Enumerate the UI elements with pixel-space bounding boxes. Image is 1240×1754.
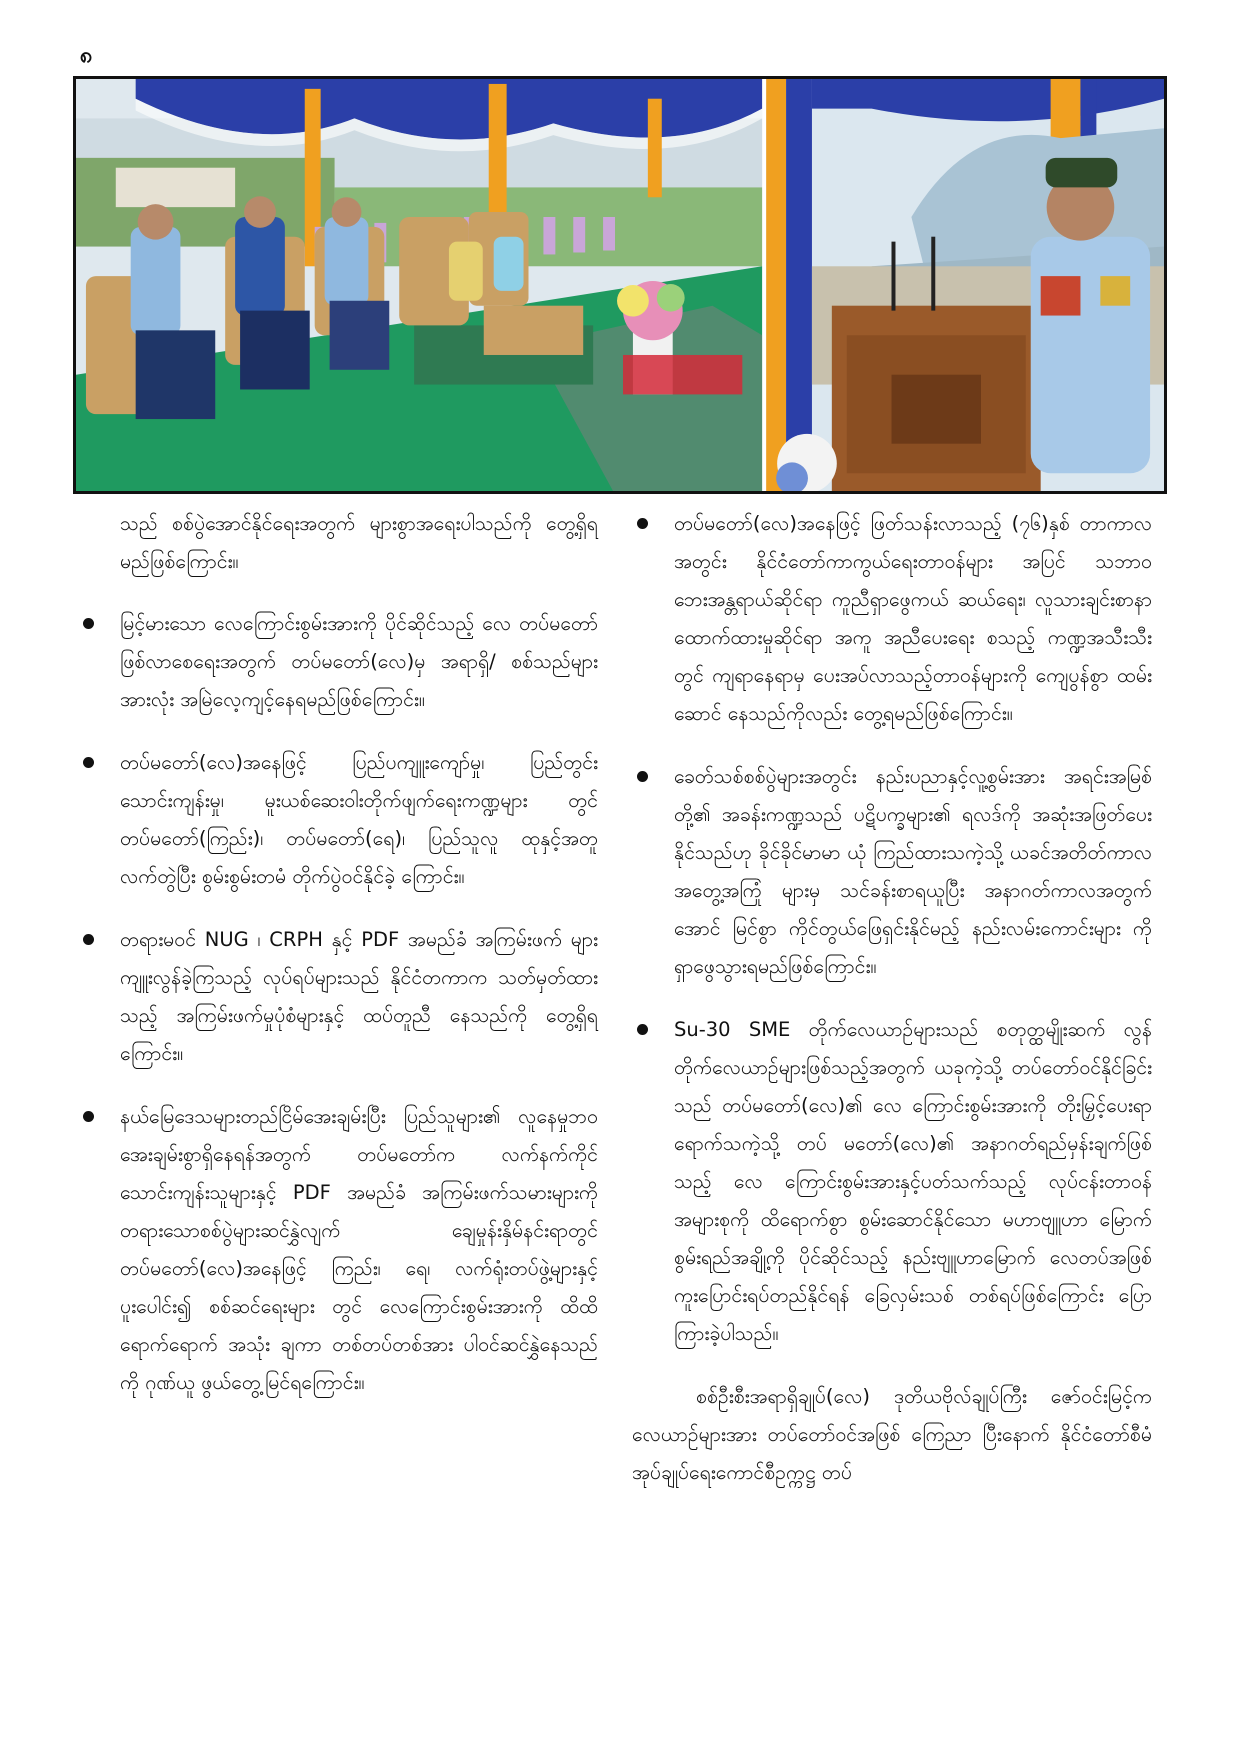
bullet-text: ခေတ်သစ်စစ်ပွဲများအတွင်း နည်းပညာနှင့်လူ့စွမ်းအား အရင်းအမြစ်တို့၏ အခန်းကဏ္ဍသည် ပဋိပက္ခများ၏ ရလဒ်ကို အဆုံးအဖြတ်ပေးနိုင်သည်ဟု ခိုင်ခိုင်မာမာ ယုံ ကြည်ထားသကဲ့သို့ ယခင်အတိတ်ကာလ အတွေ့အကြုံ များမှ သင်ခန်းစာရယူပြီး အနာဂတ်ကာလအတွက် အောင် မြင်စွာ ကိုင်တွယ်ဖြေရှင်းနိုင်မည့် နည်းလမ်းကောင်းများ ကို ရှာဖွေသွားရမည်ဖြစ်ကြောင်း။ <box>674 765 1152 978</box>
bullet-text: Su-30 SME တိုက်လေယာဉ်များသည် စတုတ္ထမျိုးဆက် လွန် တိုက်လေယာဉ်များဖြစ်သည့်အတွက် ယခုကဲ့သို့ တပ်တော်ဝင်နိုင်ခြင်းသည် တပ်မတော်(လေ)၏ လေ ကြောင်းစွမ်းအားကို တိုးမြှင့်ပေးရာ ရောက်သကဲ့သို့ တပ် မတော်(လေ)၏ အနာဂတ်ရည်မှန်းချက်ဖြစ်သည့် လေ ကြောင်းစွမ်းအားနှင့်ပတ်သက်သည့် လုပ်ငန်းတာဝန် အများစုကို ထိရောက်စွာ စွမ်းဆောင်နိုင်သော မဟာဗျူဟာ မြောက် စွမ်းရည်အချို့ကို ပိုင်ဆိုင်သည့် နည်းဗျူဟာမြောက် လေတပ်အဖြစ် ကူးပြောင်းရပ်တည်နိုင်ရန် ခြေလှမ်းသစ် တစ်ရပ်ဖြစ်ကြောင်း ပြောကြားခဲ့ပါသည်။ <box>674 1018 1152 1345</box>
bullet-text: မြင့်မားသော လေကြောင်းစွမ်းအားကို ပိုင်ဆိုင်သည့် လေ တပ်မတော် ဖြစ်လာစေရေးအတွက် တပ်မတော်(လေ)မှ အရာရှိ/ စစ်သည်များအားလုံး အမြဲလေ့ကျင့်နေရမည်ဖြစ်ကြောင်း။ <box>120 612 598 711</box>
right-column <box>632 505 1152 1492</box>
bullet-item <box>78 921 598 1073</box>
page-number: ၈ <box>80 43 93 68</box>
bullet-dot-icon <box>83 1111 94 1122</box>
bullet-item <box>632 1011 1152 1353</box>
bullet-item <box>632 505 1152 733</box>
bullet-text: နယ်မြေဒေသများတည်ငြိမ်အေးချမ်းပြီး ပြည်သူများ၏ လူနေမှုဘဝ အေးချမ်းစွာရှိနေရန်အတွက် တပ်မတော်က လက်နက်ကိုင်သောင်းကျန်းသူများနှင့် PDF အမည်ခံ အကြမ်းဖက်သမားများကို တရားသောစစ်ပွဲများဆင်နွှဲလျက် ချေမှုန်းနှိမ်နင်းရာတွင် တပ်မတော်(လေ)အနေဖြင့် ကြည်း၊ ရေ၊ လက်ရုံးတပ်ဖွဲ့များနှင့် ပူးပေါင်း၍ စစ်ဆင်ရေးများ တွင် လေကြောင်းစွမ်းအားကို ထိထိရောက်ရောက် အသုံး ချကာ တစ်တပ်တစ်အား ပါဝင်ဆင်နွှဲနေသည်ကို ဂုဏ်ယူ ဖွယ်တွေ့မြင်ရကြောင်း။ <box>120 1105 598 1394</box>
left-column <box>78 505 598 1427</box>
bullet-item <box>632 758 1152 986</box>
bullet-dot-icon <box>83 934 94 945</box>
bullet-item <box>78 1098 598 1402</box>
bullet-dot-icon <box>637 1024 648 1035</box>
bullet-item <box>78 605 598 719</box>
bullet-text: တပ်မတော်(လေ)အနေဖြင့် ဖြတ်သန်းလာသည့် (၇၆)နှစ် တာကာလအတွင်း နိုင်ငံတော်ကာကွယ်ရေးတာဝန်များ အပြင် သဘာဝဘေးအန္တရာယ်ဆိုင်ရာ ကူညီရှာဖွေကယ် ဆယ်ရေး၊ လူသားချင်းစာနာထောက်ထားမှုဆိုင်ရာ အကူ အညီပေးရေး စသည့် ကဏ္ဍအသီးသီးတွင် ကျရာနေရာမှ ပေးအပ်လာသည့်တာဝန်များကို ကျေပွန်စွာ ထမ်းဆောင် နေသည်ကိုလည်း တွေ့ရမည်ဖြစ်ကြောင်း။ <box>674 512 1152 725</box>
bullet-dot-icon <box>637 771 648 782</box>
photo-collage <box>73 76 1167 494</box>
continuation-paragraph: သည် စစ်ပွဲအောင်နိုင်ရေးအတွက် များစွာအရေးပါသည်ကို တွေ့ရှိရမည်ဖြစ်ကြောင်း။ <box>120 512 598 573</box>
bullet-item <box>78 744 598 896</box>
bullet-dot-icon <box>83 757 94 768</box>
bullet-text: တရားမဝင် NUG ၊ CRPH နှင့် PDF အမည်ခံ အကြမ်းဖက် များ ကျူးလွန်ခဲ့ကြသည့် လုပ်ရပ်များသည် နိုင်ငံတကာက သတ်မှတ်ထားသည့် အကြမ်းဖက်မှုပုံစံများနှင့် ထပ်တူညီ နေသည်ကို တွေ့ရှိရကြောင်း။ <box>120 928 598 1065</box>
photo-audience <box>76 79 762 491</box>
bullet-dot-icon <box>83 618 94 629</box>
photo-speaker <box>766 79 1164 491</box>
closing-paragraph: စစ်ဦးစီးအရာရှိချုပ်(လေ) ဒုတိယဗိုလ်ချုပ်ကြီး ဇော်ဝင်းမြင့်က လေယာဉ်များအား တပ်တော်ဝင်အဖြစ် ကြေညာ ပြီးနောက် နိုင်ငံတော်စီမံအုပ်ချုပ်ရေးကောင်စီဥက္ကဋ္ဌ တပ် <box>632 1385 1152 1484</box>
bullet-text: တပ်မတော်(လေ)အနေဖြင့် ပြည်ပကျူးကျော်မှု၊ ပြည်တွင်း သောင်းကျန်းမှု၊ မူးယစ်ဆေးဝါးတိုက်ဖျက်ရေးကဏ္ဍများ တွင် တပ်မတော်(ကြည်း)၊ တပ်မတော်(ရေ)၊ ပြည်သူလူ ထုနှင့်အတူလက်တွဲပြီး စွမ်းစွမ်းတမံ တိုက်ပွဲဝင်နိုင်ခဲ့ ကြောင်း။ <box>120 751 598 888</box>
bullet-dot-icon <box>637 518 648 529</box>
